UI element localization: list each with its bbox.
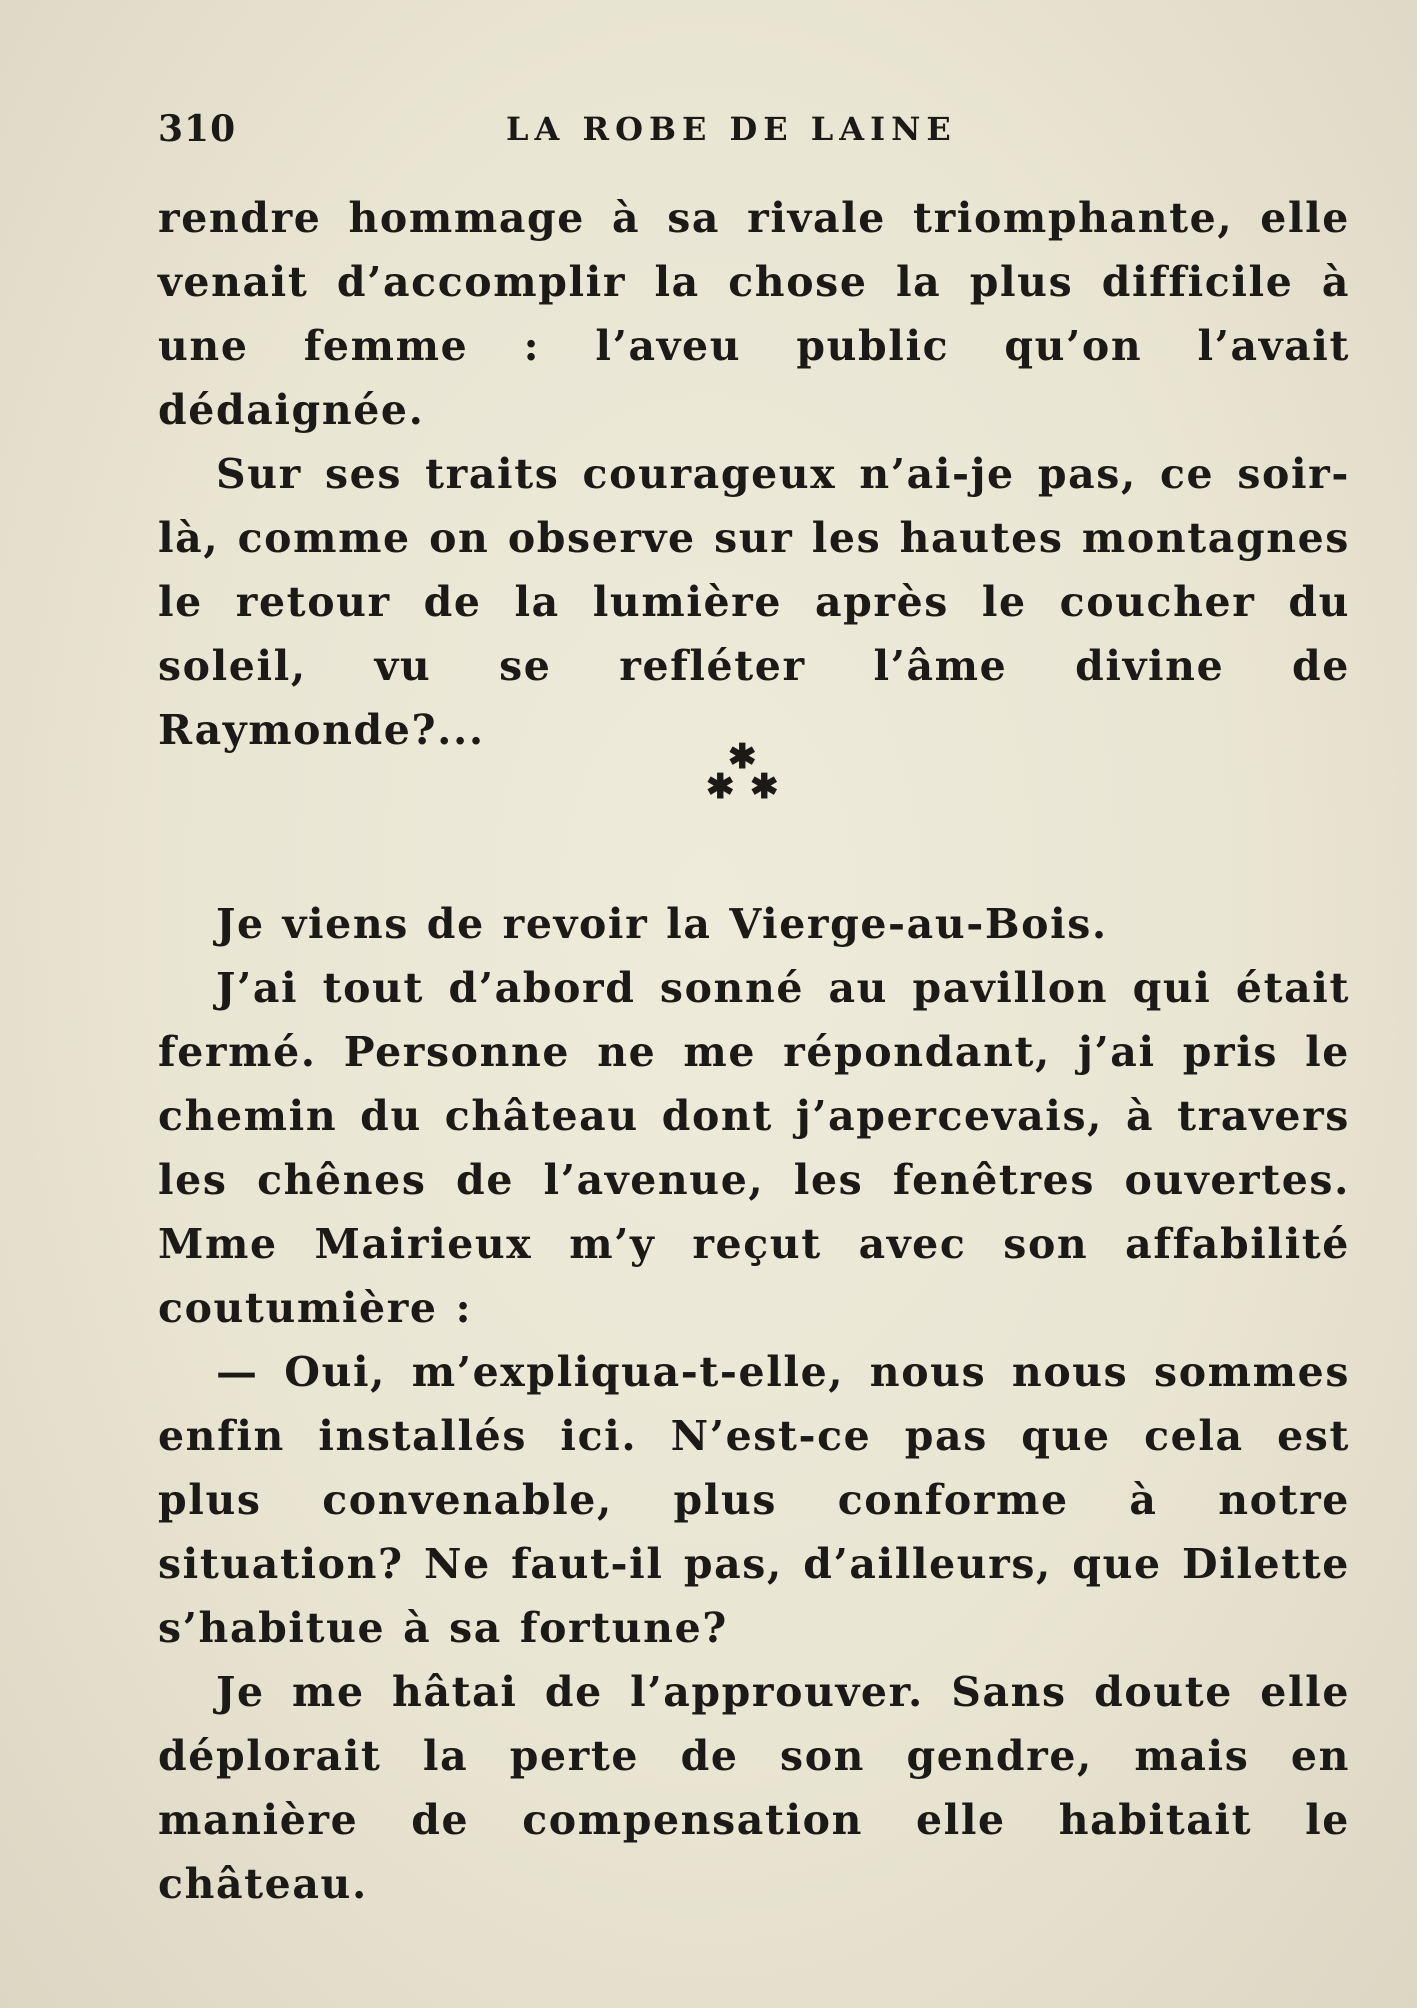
paragraph-continuation: rendre hommage à sa rivale triomphante, elle venait d’accomplir la chose la plus difficile à une femme : l’aveu public qu’on l’avait dédaignée.	[158, 194, 1350, 434]
paragraph-dialogue: — Oui, m’expliqua-t-elle, nous nous sommes enfin installés ici. N’est-ce pas que cela est plus convenable, plus conforme à notre situation? Ne faut-il pas, d’ailleurs, que Dilette s’habitue à sa fortune?	[158, 1348, 1350, 1652]
paragraph: Je me hâtai de l’approuver. Sans doute elle déplorait la perte de son gendre, mais en manière de compensation elle habitait le château.	[158, 1668, 1350, 1908]
running-title: LA ROBE DE LAINE	[506, 110, 957, 148]
paragraph: Je viens de revoir la Vierge-au-Bois.	[216, 900, 1108, 948]
text-section-2	[158, 892, 1350, 1916]
text-section-1	[158, 186, 1350, 762]
paragraph: J’ai tout d’abord sonné au pavillon qui était fermé. Personne ne me répondant, j’ai pris le chemin du château dont j’apercevais, à travers les chênes de l’avenue, les fenêtres ouvertes. Mme Mairieux m’y reçut avec son affabilité coutumière :	[158, 964, 1350, 1332]
section-separator-asterism	[700, 737, 780, 810]
running-head	[158, 108, 1348, 158]
asterism-star-icon: ✱	[706, 767, 735, 807]
asterism-star-icon: ✱	[728, 737, 757, 777]
asterism-star-icon: ✱	[750, 767, 779, 807]
paragraph: Sur ses traits courageux n’ai-je pas, ce soir-là, comme on observe sur les hautes montagnes le retour de la lumière après le coucher du soleil, vu se refléter l’âme divine de Raymonde?...	[158, 450, 1350, 754]
page-number: 310	[158, 108, 237, 150]
